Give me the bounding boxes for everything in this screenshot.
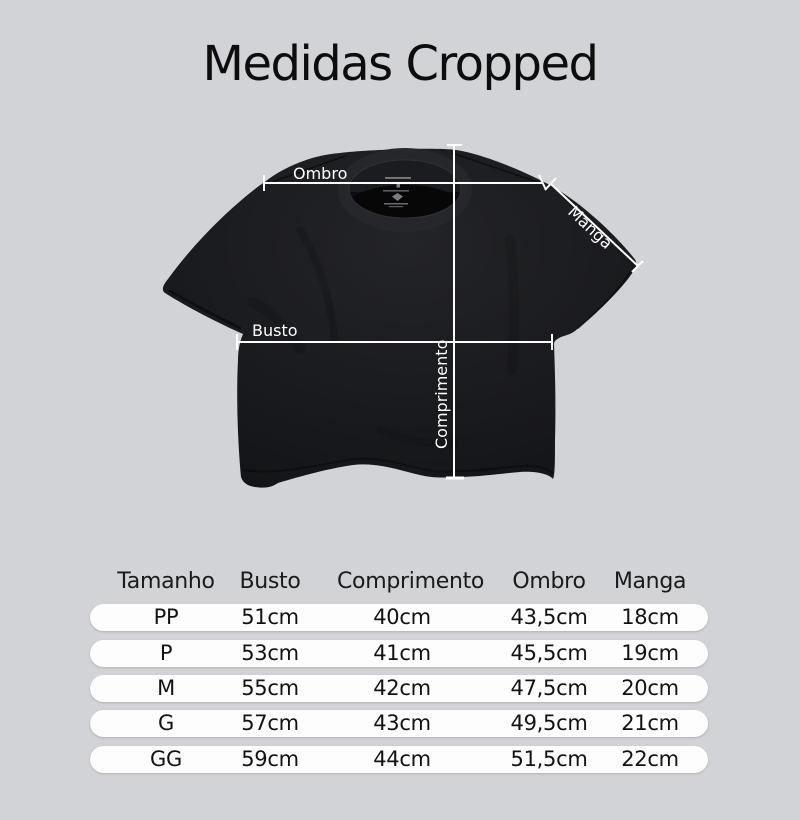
column-header-comprimento: Comprimento [337,569,485,594]
manga-cell: 21cm [621,711,679,735]
manga-cell: 18cm [621,605,679,629]
comprimento-cell: 44cm [373,747,431,771]
manga-cell: 20cm [621,676,679,700]
size-cell: M [157,676,175,700]
ombro-cell: 43,5cm [510,605,588,629]
comprimento-cell: 43cm [373,711,431,735]
comprimento-cell: 42cm [373,676,431,700]
collar [338,148,472,232]
table-row-m [90,675,708,702]
ombro-cell: 47,5cm [510,676,588,700]
column-header-ombro: Ombro [512,569,586,594]
length-measure-label: Comprimento [432,339,451,449]
busto-cell: 55cm [241,676,299,700]
page-title: Medidas Cropped [202,36,598,92]
bust-measure-label: Busto [252,321,298,340]
ombro-cell: 49,5cm [510,711,588,735]
table-row-gg [90,746,708,773]
table-row-pp [90,604,708,631]
size-cell: P [159,641,173,665]
size-cell: G [158,711,174,735]
manga-cell: 19cm [621,641,679,665]
column-header-tamanho: Tamanho [117,569,215,594]
size-table-header [90,568,708,596]
column-header-manga: Manga [613,569,687,594]
column-header-busto: Busto [239,569,301,594]
shoulder-measure-label: Ombro [293,164,348,183]
busto-cell: 53cm [241,641,299,665]
table-row-g [90,710,708,737]
size-cell: GG [150,747,182,771]
sleeve-measure-label: Manga [564,202,617,253]
table-row-p [90,640,708,667]
manga-cell: 22cm [621,747,679,771]
size-cell: PP [153,605,179,629]
comprimento-cell: 41cm [373,641,431,665]
ombro-cell: 51,5cm [510,747,588,771]
busto-cell: 59cm [241,747,299,771]
tshirt-image [163,148,637,488]
busto-cell: 57cm [241,711,299,735]
comprimento-cell: 40cm [373,605,431,629]
ombro-cell: 45,5cm [510,641,588,665]
busto-cell: 51cm [241,605,299,629]
